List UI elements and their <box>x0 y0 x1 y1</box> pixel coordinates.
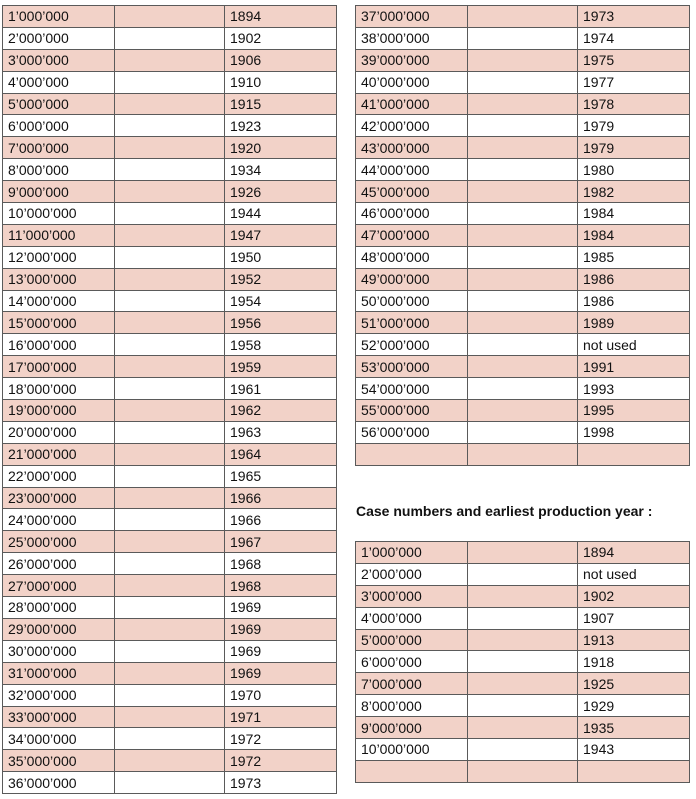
empty-cell <box>468 717 578 739</box>
year-cell: 1984 <box>578 203 690 225</box>
number-cell: 9’000’000 <box>3 181 115 203</box>
number-cell: 29’000’000 <box>3 618 115 640</box>
table-row <box>356 49 690 71</box>
empty-cell <box>115 553 225 575</box>
table-row <box>3 618 337 640</box>
empty-cell <box>115 597 225 619</box>
number-cell: 34’000’000 <box>3 728 115 750</box>
year-cell: 1971 <box>225 706 337 728</box>
empty-cell <box>468 49 578 71</box>
year-cell: 1918 <box>578 651 690 673</box>
empty-cell <box>115 640 225 662</box>
empty-cell <box>115 290 225 312</box>
year-cell: 1986 <box>578 290 690 312</box>
table-row <box>356 159 690 181</box>
number-cell: 4’000’000 <box>356 607 468 629</box>
empty-cell <box>468 203 578 225</box>
year-cell: 1913 <box>578 629 690 651</box>
number-cell: 4’000’000 <box>3 71 115 93</box>
empty-cell <box>468 6 578 28</box>
year-cell: 1894 <box>225 6 337 28</box>
year-cell: 1947 <box>225 224 337 246</box>
table-row <box>356 334 690 356</box>
table-row <box>356 93 690 115</box>
year-cell: 1972 <box>225 750 337 772</box>
empty-cell <box>115 684 225 706</box>
table-row <box>3 246 337 268</box>
year-cell: 1966 <box>225 509 337 531</box>
number-cell <box>356 443 468 465</box>
year-cell: 1894 <box>578 542 690 564</box>
year-cell: 1952 <box>225 268 337 290</box>
empty-cell <box>468 421 578 443</box>
table-row <box>356 542 690 564</box>
year-cell: 1906 <box>225 49 337 71</box>
number-cell: 31’000’000 <box>3 662 115 684</box>
year-cell: 1958 <box>225 334 337 356</box>
number-cell: 24’000’000 <box>3 509 115 531</box>
number-cell: 30’000’000 <box>3 640 115 662</box>
table-row <box>3 378 337 400</box>
year-cell: 1969 <box>225 640 337 662</box>
number-cell: 17’000’000 <box>3 356 115 378</box>
year-cell: 1925 <box>578 673 690 695</box>
number-cell: 20’000’000 <box>3 421 115 443</box>
year-cell: 1967 <box>225 531 337 553</box>
number-cell: 6’000’000 <box>356 651 468 673</box>
table-row <box>3 400 337 422</box>
number-cell: 5’000’000 <box>356 629 468 651</box>
table-row <box>356 400 690 422</box>
number-cell: 5’000’000 <box>3 93 115 115</box>
year-cell: 1923 <box>225 115 337 137</box>
number-cell: 41’000’000 <box>356 93 468 115</box>
empty-cell <box>468 224 578 246</box>
table-row <box>356 563 690 585</box>
case-number-table <box>355 541 690 783</box>
empty-cell <box>468 159 578 181</box>
number-cell: 10’000’000 <box>356 739 468 761</box>
year-cell: 1961 <box>225 378 337 400</box>
empty-cell <box>115 618 225 640</box>
year-cell: 1964 <box>225 443 337 465</box>
table-row <box>3 509 337 531</box>
table-row <box>356 443 690 465</box>
number-cell <box>356 760 468 782</box>
number-cell: 8’000’000 <box>3 159 115 181</box>
table-row <box>3 71 337 93</box>
year-cell: 1943 <box>578 739 690 761</box>
year-cell: 1954 <box>225 290 337 312</box>
empty-cell <box>115 93 225 115</box>
empty-cell <box>115 465 225 487</box>
table-row <box>3 312 337 334</box>
number-cell: 6’000’000 <box>3 115 115 137</box>
table-row <box>356 421 690 443</box>
empty-cell <box>115 312 225 334</box>
table-row <box>356 356 690 378</box>
empty-cell <box>115 443 225 465</box>
year-cell: 1956 <box>225 312 337 334</box>
table-row <box>356 115 690 137</box>
empty-cell <box>468 607 578 629</box>
table-row <box>3 465 337 487</box>
number-cell: 3’000’000 <box>3 49 115 71</box>
number-cell: 47’000’000 <box>356 224 468 246</box>
empty-cell <box>468 246 578 268</box>
number-cell: 48’000’000 <box>356 246 468 268</box>
table-row <box>3 159 337 181</box>
empty-cell <box>468 378 578 400</box>
table-row <box>3 137 337 159</box>
table-row <box>356 695 690 717</box>
table-row <box>3 181 337 203</box>
table-row <box>3 597 337 619</box>
number-cell: 35’000’000 <box>3 750 115 772</box>
year-cell <box>578 443 690 465</box>
table-row <box>356 607 690 629</box>
movement-number-table-left <box>2 5 337 794</box>
empty-cell <box>468 334 578 356</box>
number-cell: 39’000’000 <box>356 49 468 71</box>
number-cell: 16’000’000 <box>3 334 115 356</box>
number-cell: 53’000’000 <box>356 356 468 378</box>
year-cell: 1984 <box>578 224 690 246</box>
year-cell: 1968 <box>225 575 337 597</box>
year-cell: 1934 <box>225 159 337 181</box>
empty-cell <box>115 356 225 378</box>
empty-cell <box>468 443 578 465</box>
table-row <box>356 181 690 203</box>
year-cell: 1969 <box>225 597 337 619</box>
empty-cell <box>115 487 225 509</box>
number-cell: 18’000’000 <box>3 378 115 400</box>
year-cell: 1991 <box>578 356 690 378</box>
table-row <box>3 49 337 71</box>
year-cell: not used <box>578 334 690 356</box>
empty-cell <box>468 356 578 378</box>
table-row <box>356 27 690 49</box>
table-row <box>3 575 337 597</box>
empty-cell <box>468 290 578 312</box>
empty-cell <box>468 542 578 564</box>
number-cell: 1’000’000 <box>3 6 115 28</box>
number-cell: 50’000’000 <box>356 290 468 312</box>
table-row <box>356 268 690 290</box>
number-cell: 46’000’000 <box>356 203 468 225</box>
number-cell: 36’000’000 <box>3 772 115 794</box>
number-cell: 37’000’000 <box>356 6 468 28</box>
table-row <box>356 673 690 695</box>
year-cell: 1978 <box>578 93 690 115</box>
number-cell: 54’000’000 <box>356 378 468 400</box>
year-cell: 1902 <box>225 27 337 49</box>
number-cell: 27’000’000 <box>3 575 115 597</box>
year-cell <box>578 760 690 782</box>
number-cell: 38’000’000 <box>356 27 468 49</box>
number-cell: 7’000’000 <box>3 137 115 159</box>
empty-cell <box>115 575 225 597</box>
year-cell: 1944 <box>225 203 337 225</box>
empty-cell <box>468 563 578 585</box>
year-cell: 1986 <box>578 268 690 290</box>
empty-cell <box>115 49 225 71</box>
number-cell: 14’000’000 <box>3 290 115 312</box>
empty-cell <box>468 268 578 290</box>
empty-cell <box>115 159 225 181</box>
number-cell: 56’000’000 <box>356 421 468 443</box>
empty-cell <box>115 772 225 794</box>
table-row <box>3 115 337 137</box>
table-row <box>3 662 337 684</box>
number-cell: 33’000’000 <box>3 706 115 728</box>
year-cell: 1989 <box>578 312 690 334</box>
year-cell: 1982 <box>578 181 690 203</box>
empty-cell <box>115 421 225 443</box>
empty-cell <box>115 137 225 159</box>
table-row <box>3 421 337 443</box>
year-cell: 1907 <box>578 607 690 629</box>
empty-cell <box>468 629 578 651</box>
year-cell: 1995 <box>578 400 690 422</box>
year-cell: 1998 <box>578 421 690 443</box>
year-cell: 1959 <box>225 356 337 378</box>
empty-cell <box>115 181 225 203</box>
table-row <box>356 629 690 651</box>
number-cell: 55’000’000 <box>356 400 468 422</box>
table-row <box>356 137 690 159</box>
number-cell: 43’000’000 <box>356 137 468 159</box>
table-row <box>3 487 337 509</box>
table-row <box>3 224 337 246</box>
number-cell: 40’000’000 <box>356 71 468 93</box>
year-cell: 1970 <box>225 684 337 706</box>
table-row <box>356 312 690 334</box>
table-row <box>3 772 337 794</box>
number-cell: 7’000’000 <box>356 673 468 695</box>
year-cell: 1966 <box>225 487 337 509</box>
empty-cell <box>115 71 225 93</box>
empty-cell <box>468 71 578 93</box>
year-cell: not used <box>578 563 690 585</box>
table-row <box>356 378 690 400</box>
year-cell: 1993 <box>578 378 690 400</box>
empty-cell <box>115 706 225 728</box>
number-cell: 21’000’000 <box>3 443 115 465</box>
year-cell: 1915 <box>225 93 337 115</box>
number-cell: 22’000’000 <box>3 465 115 487</box>
table-row <box>3 268 337 290</box>
number-cell: 23’000’000 <box>3 487 115 509</box>
year-cell: 1980 <box>578 159 690 181</box>
number-cell: 51’000’000 <box>356 312 468 334</box>
number-cell: 42’000’000 <box>356 115 468 137</box>
table-row <box>356 71 690 93</box>
table-row <box>3 443 337 465</box>
number-cell: 2’000’000 <box>356 563 468 585</box>
year-cell: 1902 <box>578 585 690 607</box>
year-cell: 1977 <box>578 71 690 93</box>
year-cell: 1920 <box>225 137 337 159</box>
empty-cell <box>115 509 225 531</box>
year-cell: 1965 <box>225 465 337 487</box>
number-cell: 52’000’000 <box>356 334 468 356</box>
table-row <box>3 640 337 662</box>
year-cell: 1974 <box>578 27 690 49</box>
empty-cell <box>468 651 578 673</box>
empty-cell <box>115 400 225 422</box>
table-row <box>3 6 337 28</box>
year-cell: 1975 <box>578 49 690 71</box>
empty-cell <box>115 378 225 400</box>
empty-cell <box>115 6 225 28</box>
number-cell: 9’000’000 <box>356 717 468 739</box>
number-cell: 13’000’000 <box>3 268 115 290</box>
empty-cell <box>115 27 225 49</box>
empty-cell <box>115 750 225 772</box>
case-numbers-heading: Case numbers and earliest production year : <box>356 503 653 519</box>
year-cell: 1969 <box>225 618 337 640</box>
empty-cell <box>468 181 578 203</box>
table-row <box>3 356 337 378</box>
empty-cell <box>115 334 225 356</box>
table-row <box>3 750 337 772</box>
empty-cell <box>115 115 225 137</box>
empty-cell <box>115 268 225 290</box>
year-cell: 1910 <box>225 71 337 93</box>
number-cell: 12’000’000 <box>3 246 115 268</box>
table-row <box>3 553 337 575</box>
empty-cell <box>468 400 578 422</box>
number-cell: 10’000’000 <box>3 203 115 225</box>
table-row <box>3 728 337 750</box>
table-row <box>3 684 337 706</box>
table-row <box>3 706 337 728</box>
empty-cell <box>468 27 578 49</box>
empty-cell <box>115 728 225 750</box>
number-cell: 49’000’000 <box>356 268 468 290</box>
empty-cell <box>468 760 578 782</box>
table-row <box>356 760 690 782</box>
number-cell: 25’000’000 <box>3 531 115 553</box>
number-cell: 15’000’000 <box>3 312 115 334</box>
year-cell: 1926 <box>225 181 337 203</box>
empty-cell <box>468 93 578 115</box>
table-row <box>356 651 690 673</box>
empty-cell <box>468 673 578 695</box>
empty-cell <box>115 531 225 553</box>
year-cell: 1968 <box>225 553 337 575</box>
year-cell: 1950 <box>225 246 337 268</box>
year-cell: 1929 <box>578 695 690 717</box>
number-cell: 1’000’000 <box>356 542 468 564</box>
number-cell: 28’000’000 <box>3 597 115 619</box>
year-cell: 1973 <box>225 772 337 794</box>
table-row <box>356 585 690 607</box>
year-cell: 1963 <box>225 421 337 443</box>
empty-cell <box>468 585 578 607</box>
empty-cell <box>468 312 578 334</box>
table-row <box>3 290 337 312</box>
table-row <box>3 93 337 115</box>
number-cell: 26’000’000 <box>3 553 115 575</box>
table-row <box>356 246 690 268</box>
empty-cell <box>115 224 225 246</box>
empty-cell <box>468 695 578 717</box>
table-row <box>356 203 690 225</box>
table-row <box>356 717 690 739</box>
movement-number-table-right <box>355 5 690 466</box>
number-cell: 45’000’000 <box>356 181 468 203</box>
year-cell: 1962 <box>225 400 337 422</box>
number-cell: 2’000’000 <box>3 27 115 49</box>
year-cell: 1972 <box>225 728 337 750</box>
empty-cell <box>115 246 225 268</box>
number-cell: 8’000’000 <box>356 695 468 717</box>
table-row <box>3 203 337 225</box>
number-cell: 32’000’000 <box>3 684 115 706</box>
year-cell: 1935 <box>578 717 690 739</box>
empty-cell <box>115 662 225 684</box>
year-cell: 1969 <box>225 662 337 684</box>
year-cell: 1979 <box>578 137 690 159</box>
table-row <box>356 224 690 246</box>
empty-cell <box>468 137 578 159</box>
empty-cell <box>468 115 578 137</box>
number-cell: 3’000’000 <box>356 585 468 607</box>
empty-cell <box>115 203 225 225</box>
table-row <box>3 334 337 356</box>
table-row <box>356 739 690 761</box>
table-row <box>3 531 337 553</box>
table-row <box>3 27 337 49</box>
empty-cell <box>468 739 578 761</box>
number-cell: 11’000’000 <box>3 224 115 246</box>
number-cell: 19’000’000 <box>3 400 115 422</box>
year-cell: 1985 <box>578 246 690 268</box>
table-row <box>356 6 690 28</box>
year-cell: 1973 <box>578 6 690 28</box>
number-cell: 44’000’000 <box>356 159 468 181</box>
year-cell: 1979 <box>578 115 690 137</box>
table-row <box>356 290 690 312</box>
